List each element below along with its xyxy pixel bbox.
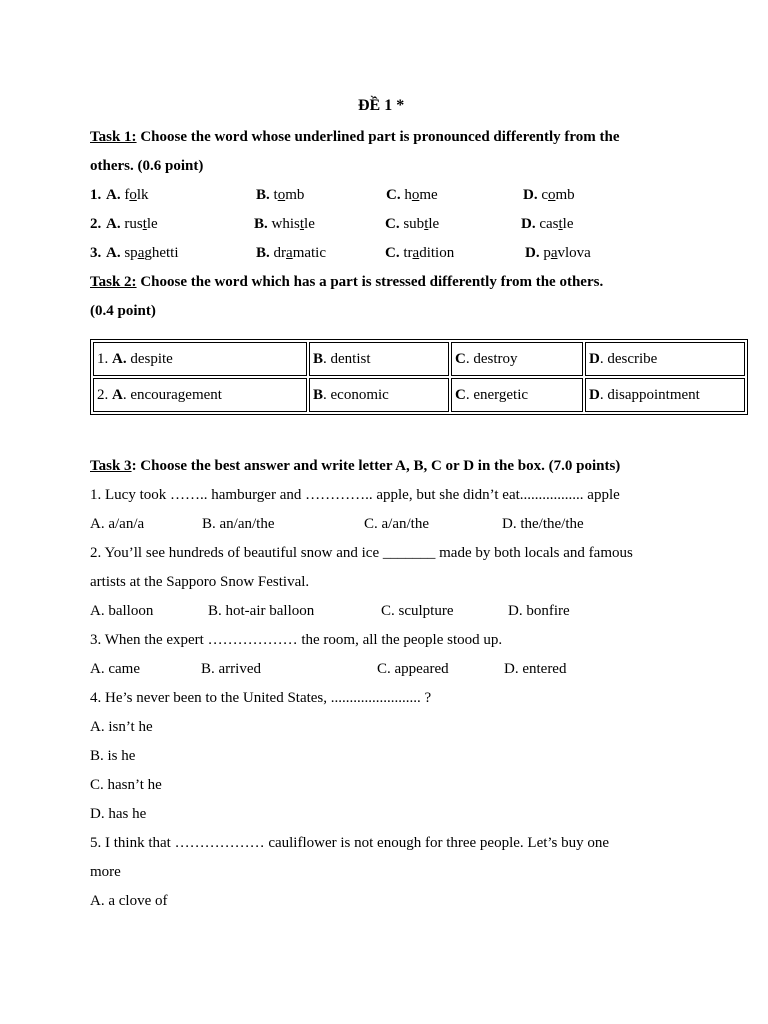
- task1-q3-opt-c[interactable]: [385, 244, 454, 262]
- task3-q3-opt-a[interactable]: A. came: [90, 661, 140, 677]
- opt-word: despite: [126, 350, 173, 367]
- task1-q1-num: 1.: [90, 187, 102, 203]
- task2-q1-opt-b[interactable]: [309, 342, 449, 376]
- opt-post: matic: [292, 245, 327, 261]
- task2-q2-opt-b[interactable]: [309, 378, 449, 412]
- task3-q4-opt-d[interactable]: D. has he: [90, 806, 147, 822]
- task1-q3-opt-d[interactable]: [525, 244, 591, 262]
- table-row: [93, 342, 745, 376]
- task1-q3-num: 3.: [90, 245, 102, 261]
- title-mark: *: [396, 97, 405, 114]
- task1-q2-opt-a[interactable]: [106, 215, 158, 233]
- opt-word: . dentist: [323, 350, 371, 367]
- opt-pre: c: [541, 187, 549, 203]
- task1-q2-num: 2.: [90, 216, 102, 232]
- opt-word: . economic: [323, 386, 389, 403]
- opt-word: . destroy: [465, 350, 518, 367]
- task3-q1-opt-b[interactable]: B. an/an/the: [202, 516, 275, 532]
- task1-q1-opt-a[interactable]: [106, 186, 149, 204]
- opt-pre: sp: [124, 245, 138, 261]
- opt-underlined: a: [550, 245, 558, 261]
- table-row: [93, 378, 745, 412]
- task1-q3-opt-b[interactable]: [256, 244, 326, 262]
- task3-q3-opt-d[interactable]: D. entered: [504, 661, 567, 677]
- opt-underlined: t: [142, 216, 147, 232]
- task3-q5-opt-a[interactable]: A. a clove of: [90, 893, 168, 909]
- opt-underlined: t: [558, 216, 563, 232]
- task3-q2-text-line2: artists at the Sapporo Snow Festival.: [90, 574, 310, 590]
- opt-letter: A: [112, 386, 123, 403]
- opt-letter: C.: [385, 216, 400, 232]
- opt-pre: h: [404, 187, 412, 203]
- opt-pre: tr: [403, 245, 413, 261]
- task2-instruction-line2: (0.4 point): [90, 303, 156, 319]
- opt-post: mb: [555, 187, 575, 203]
- opt-word: . energetic: [465, 386, 529, 403]
- task3-q2-opt-c[interactable]: C. sculpture: [381, 603, 454, 619]
- task1-q3-opt-a[interactable]: [106, 244, 179, 262]
- opt-post: me: [419, 187, 438, 203]
- task2-label: Task 2:: [90, 274, 137, 290]
- task2-instruction: Choose the word which has a part is stressed differently from the others.: [136, 274, 604, 290]
- opt-letter: A.: [106, 216, 121, 232]
- opt-underlined: o: [411, 187, 420, 203]
- opt-underlined: o: [277, 187, 286, 203]
- opt-letter: D: [589, 350, 600, 367]
- opt-letter: D.: [523, 187, 538, 203]
- opt-underlined: o: [129, 187, 137, 203]
- task3-q2-opt-d[interactable]: D. bonfire: [508, 603, 570, 619]
- task2-q1-opt-c[interactable]: [451, 342, 583, 376]
- opt-post: le: [304, 216, 315, 232]
- opt-letter: C.: [386, 187, 401, 203]
- opt-letter: A.: [106, 187, 121, 203]
- task3-q4-text: 4. He’s never been to the United States, ........................ ?: [90, 690, 432, 706]
- opt-post: le: [146, 216, 158, 232]
- opt-letter: B: [313, 350, 324, 367]
- task2-q2-opt-d[interactable]: [585, 378, 745, 412]
- opt-post: le: [562, 216, 574, 232]
- opt-letter: A.: [106, 245, 121, 261]
- opt-underlined: t: [299, 216, 305, 232]
- task2-q1-opt-a[interactable]: [93, 342, 307, 376]
- task2-q2-opt-a[interactable]: [93, 378, 307, 412]
- task3-heading: [90, 457, 620, 475]
- task1-q1-opt-d[interactable]: [523, 186, 575, 204]
- q-num: 1.: [97, 350, 109, 367]
- opt-letter: C: [455, 350, 466, 367]
- task1-q2-opt-d[interactable]: [521, 215, 574, 233]
- task3-q1-opt-a[interactable]: A. a/an/a: [90, 516, 145, 532]
- opt-underlined: t: [424, 216, 429, 232]
- opt-pre: t: [273, 187, 278, 203]
- opt-pre: sub: [403, 216, 425, 232]
- task2-heading: [90, 273, 603, 291]
- opt-pre: p: [543, 245, 551, 261]
- opt-letter: D.: [525, 245, 540, 261]
- opt-pre: cas: [539, 216, 559, 232]
- task3-q2-text: 2. You’ll see hundreds of beautiful snow and ice _______ made by both locals and famous: [90, 545, 633, 561]
- task3-q5-text-line2: more: [90, 864, 121, 880]
- task1-q1-opt-c[interactable]: [386, 186, 438, 204]
- task3-q4-opt-b[interactable]: B. is he: [90, 748, 136, 764]
- task3-q4-opt-a[interactable]: A. isn’t he: [90, 719, 153, 735]
- opt-underlined: o: [548, 187, 556, 203]
- opt-letter: A.: [112, 350, 127, 367]
- task3-q2-opt-b[interactable]: B. hot-air balloon: [208, 603, 315, 619]
- q-num: 2.: [97, 386, 109, 403]
- opt-pre: dr: [273, 245, 287, 261]
- opt-post: mb: [285, 187, 305, 203]
- opt-underlined: a: [286, 245, 293, 261]
- opt-letter: D.: [521, 216, 536, 232]
- page-title: [358, 97, 404, 115]
- task3-q4-opt-c[interactable]: C. hasn’t he: [90, 777, 162, 793]
- opt-post: dition: [419, 245, 455, 261]
- task3-q1-opt-c[interactable]: C. a/an/the: [364, 516, 429, 532]
- opt-letter: B.: [254, 216, 268, 232]
- opt-letter: B.: [256, 187, 270, 203]
- task2-q2-opt-c[interactable]: [451, 378, 583, 412]
- task3-q3-text: 3. When the expert ……………… the room, all the people stood up.: [90, 632, 503, 648]
- opt-letter: B: [313, 386, 324, 403]
- task1-instruction: Choose the word whose underlined part is pronounced differently from the: [136, 129, 620, 145]
- task1-q1-opt-b[interactable]: [256, 186, 304, 204]
- task1-instruction-line2: others. (0.6 point): [90, 158, 204, 174]
- task3-q2-opt-a[interactable]: A. balloon: [90, 603, 154, 619]
- opt-post: le: [428, 216, 440, 232]
- task1-label: Task 1:: [90, 129, 137, 145]
- opt-underlined: a: [137, 245, 145, 261]
- opt-post: lk: [136, 187, 149, 203]
- title-text: ĐỀ 1: [358, 97, 393, 114]
- opt-pre: rus: [124, 216, 143, 232]
- task3-q1-text: 1. Lucy took …….. hamburger and ………….. apple, but she didn’t eat................. apple: [90, 487, 620, 503]
- task1-q2-opt-c[interactable]: [385, 215, 439, 233]
- opt-underlined: a: [412, 245, 420, 261]
- task3-q3-opt-c[interactable]: C. appeared: [377, 661, 449, 677]
- task3-q3-opt-b[interactable]: B. arrived: [201, 661, 261, 677]
- opt-post: ghetti: [144, 245, 179, 261]
- opt-pre: whis: [271, 216, 300, 232]
- opt-letter: B.: [256, 245, 270, 261]
- opt-pre: f: [124, 187, 130, 203]
- task3-q5-text: 5. I think that ……………… cauliflower is not enough for three people. Let’s buy one: [90, 835, 610, 851]
- opt-letter: D: [589, 386, 600, 403]
- task3-q1-opt-d[interactable]: D. the/the/the: [502, 516, 584, 532]
- opt-post: vlova: [557, 245, 591, 261]
- task2-table: [90, 339, 748, 415]
- task3-label: Task 3: [90, 458, 132, 474]
- task1-q2-opt-b[interactable]: [254, 215, 315, 233]
- opt-letter: C.: [385, 245, 400, 261]
- opt-letter: C: [455, 386, 466, 403]
- opt-word: . describe: [599, 350, 658, 367]
- opt-word: . encouragement: [122, 386, 222, 403]
- task1-heading: [90, 128, 620, 146]
- opt-word: . disappointment: [599, 386, 700, 403]
- task3-instruction: : Choose the best answer and write letter A, B, C or D in the box. (7.0 points): [131, 458, 621, 474]
- task2-q1-opt-d[interactable]: [585, 342, 745, 376]
